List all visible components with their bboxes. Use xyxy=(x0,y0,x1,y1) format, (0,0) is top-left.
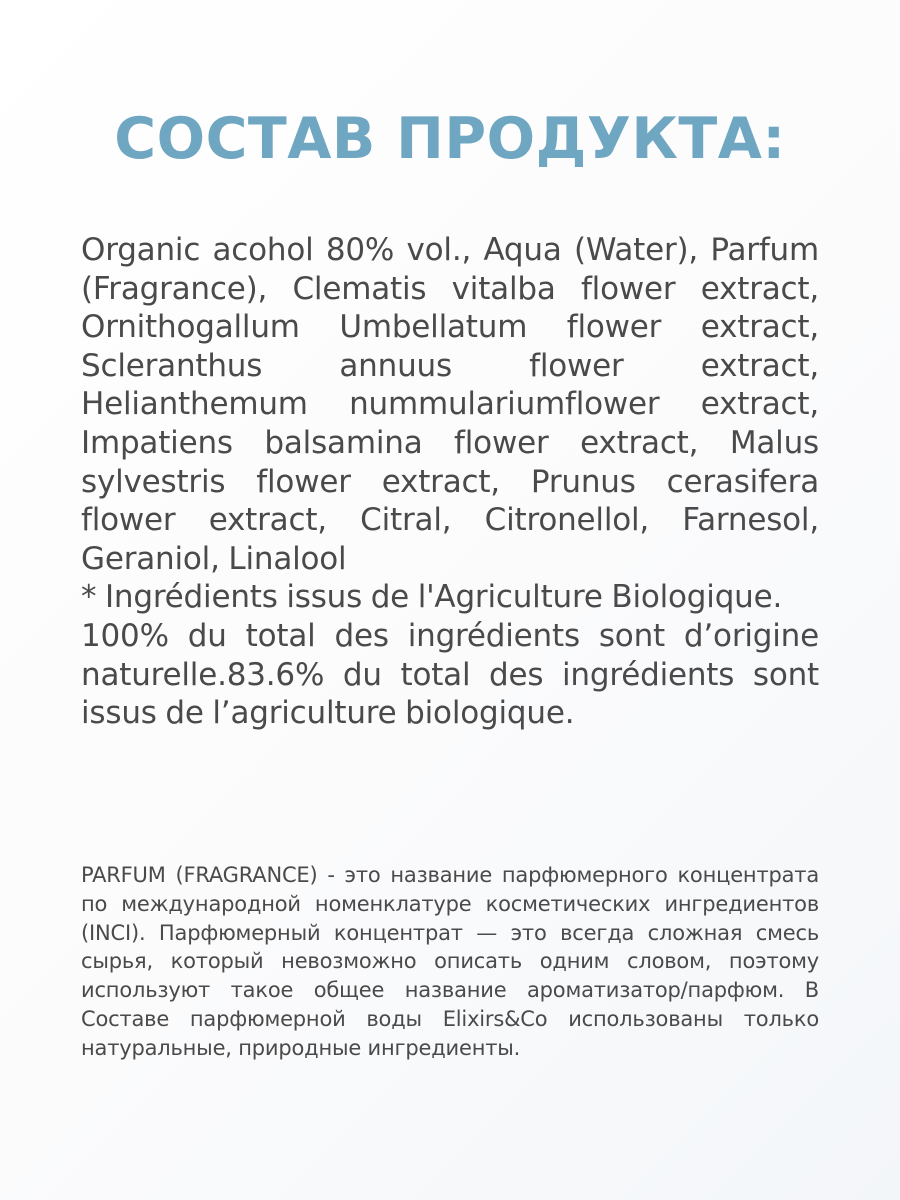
natural-origin-statement: 100% du total des ingrédients sont d’origine naturelle.83.6% du total des ingrédients sont issus de l’agriculture biologique. xyxy=(81,617,819,732)
ingredients-list: Organic acohol 80% vol., Aqua (Water), Parfum (Fragrance), Clematis vitalba flower extract, Ornithogallum Umbellatum flower extract, Scleranthus annuus flower extract, Helianthemum nummulariumflower extract, Impatiens balsamina flower extract, Malus sylvestris flower extract, Prunus cerasifera flower extract, Citral, Citronellol, Farnesol, Geraniol, Linalool xyxy=(81,232,819,577)
organic-ingredients-note: * Ingrédients issus de l'Agriculture Biologique. xyxy=(81,579,783,616)
composition-heading: СОСТАВ ПРОДУКТА: xyxy=(114,106,786,172)
ingredients-block xyxy=(81,231,819,733)
fragrance-explanation: PARFUM (FRAGRANCE) - это название парфюмерного концентрата по международной номенклатуре косметических ингредиентов (INCI). Парфюмерный концентрат — это всегда сложная смесь сырья, который невозможно описать одним словом, поэтому используют такое общее название ароматизатор/парфюм. В Составе парфюмерной воды Elixirs&Co использованы только натуральные, природные ингредиенты. xyxy=(81,863,819,1060)
